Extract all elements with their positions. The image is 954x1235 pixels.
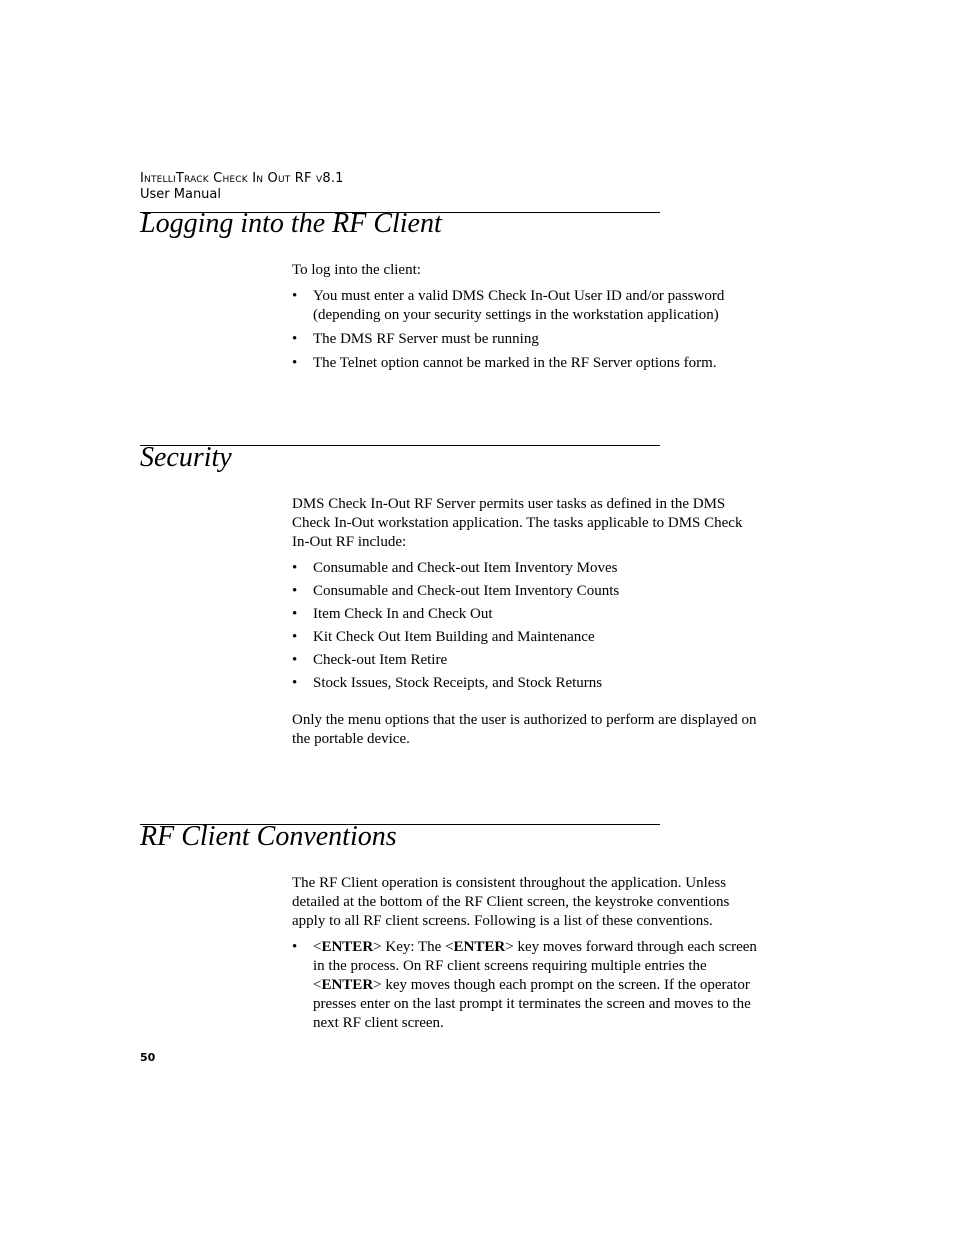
page-number: 50 — [140, 1051, 156, 1064]
list-item-text: Item Check In and Check Out — [313, 606, 493, 622]
bullet-icon: • — [292, 560, 298, 576]
list-item-text: Consumable and Check-out Item Inventory Moves — [313, 560, 618, 576]
list-item — [292, 628, 762, 647]
list-item — [292, 582, 762, 601]
section-heading-conventions: RF Client Conventions — [140, 821, 397, 852]
document-subtitle: User Manual — [140, 187, 222, 202]
bullet-icon: • — [292, 939, 298, 955]
key-name: ENTER — [321, 939, 374, 955]
section-heading-logging: Logging into the RF Client — [140, 208, 442, 239]
section-body-logging — [292, 261, 762, 373]
bullet-icon: • — [292, 583, 298, 599]
list-item — [292, 354, 762, 373]
list-item-text: Consumable and Check-out Item Inventory Counts — [313, 583, 620, 599]
bullet-icon: • — [292, 629, 298, 645]
bullet-icon: • — [292, 675, 298, 691]
intro-paragraph: The RF Client operation is consistent throughout the application. Unless detailed at the bottom of the RF Client screen, the keystroke conventions apply to all RF client screens. Following is a list of these conventions. — [292, 875, 730, 929]
closing-paragraph: Only the menu options that the user is authorized to perform are displayed on the portable device. — [292, 712, 757, 747]
list-item-text: You must enter a valid DMS Check In-Out User ID and/or password (depending on your security settings in the workstation application) — [313, 288, 725, 323]
bullet-icon: • — [292, 331, 298, 347]
list-item — [292, 651, 762, 670]
text-fragment: > key moves forward through each screen in the process. On RF client screens requiring multiple entries the < — [313, 939, 757, 993]
bullet-list — [292, 287, 762, 373]
text-fragment: < — [313, 939, 322, 955]
list-item-enter-key — [292, 938, 762, 1033]
list-item-text: Check-out Item Retire — [313, 652, 448, 668]
bullet-list — [292, 559, 762, 693]
text-fragment: > Key: The < — [373, 939, 454, 955]
list-item — [292, 559, 762, 578]
text-fragment: > key moves though each prompt on the screen. If the operator presses enter on the last prompt it terminates the screen and moves to the next RF client screen. — [313, 977, 751, 1031]
intro-paragraph: To log into the client: — [292, 262, 421, 278]
list-item — [292, 287, 762, 325]
bullet-list — [292, 938, 762, 1033]
list-item-text: The DMS RF Server must be running — [313, 331, 539, 347]
document-title: IntelliTrack Check In Out RF v8.1 — [140, 171, 344, 186]
bullet-icon: • — [292, 652, 298, 668]
list-item-text: Stock Issues, Stock Receipts, and Stock Returns — [313, 675, 603, 691]
key-name: ENTER — [453, 939, 506, 955]
section-body-security — [292, 495, 762, 749]
bullet-icon: • — [292, 288, 298, 304]
list-item-text: The Telnet option cannot be marked in the RF Server options form. — [313, 355, 717, 371]
list-item-text: Kit Check Out Item Building and Maintenance — [313, 629, 595, 645]
section-heading-security: Security — [140, 442, 232, 473]
bullet-icon: • — [292, 606, 298, 622]
list-item — [292, 330, 762, 349]
running-header — [140, 170, 344, 203]
intro-paragraph: DMS Check In-Out RF Server permits user tasks as defined in the DMS Check In-Out workstation application. The tasks applicable to DMS Check In-Out RF include: — [292, 496, 743, 550]
section-body-conventions — [292, 874, 762, 1033]
list-item — [292, 605, 762, 624]
key-name: ENTER — [321, 977, 374, 993]
list-item — [292, 674, 762, 693]
bullet-icon: • — [292, 355, 298, 371]
